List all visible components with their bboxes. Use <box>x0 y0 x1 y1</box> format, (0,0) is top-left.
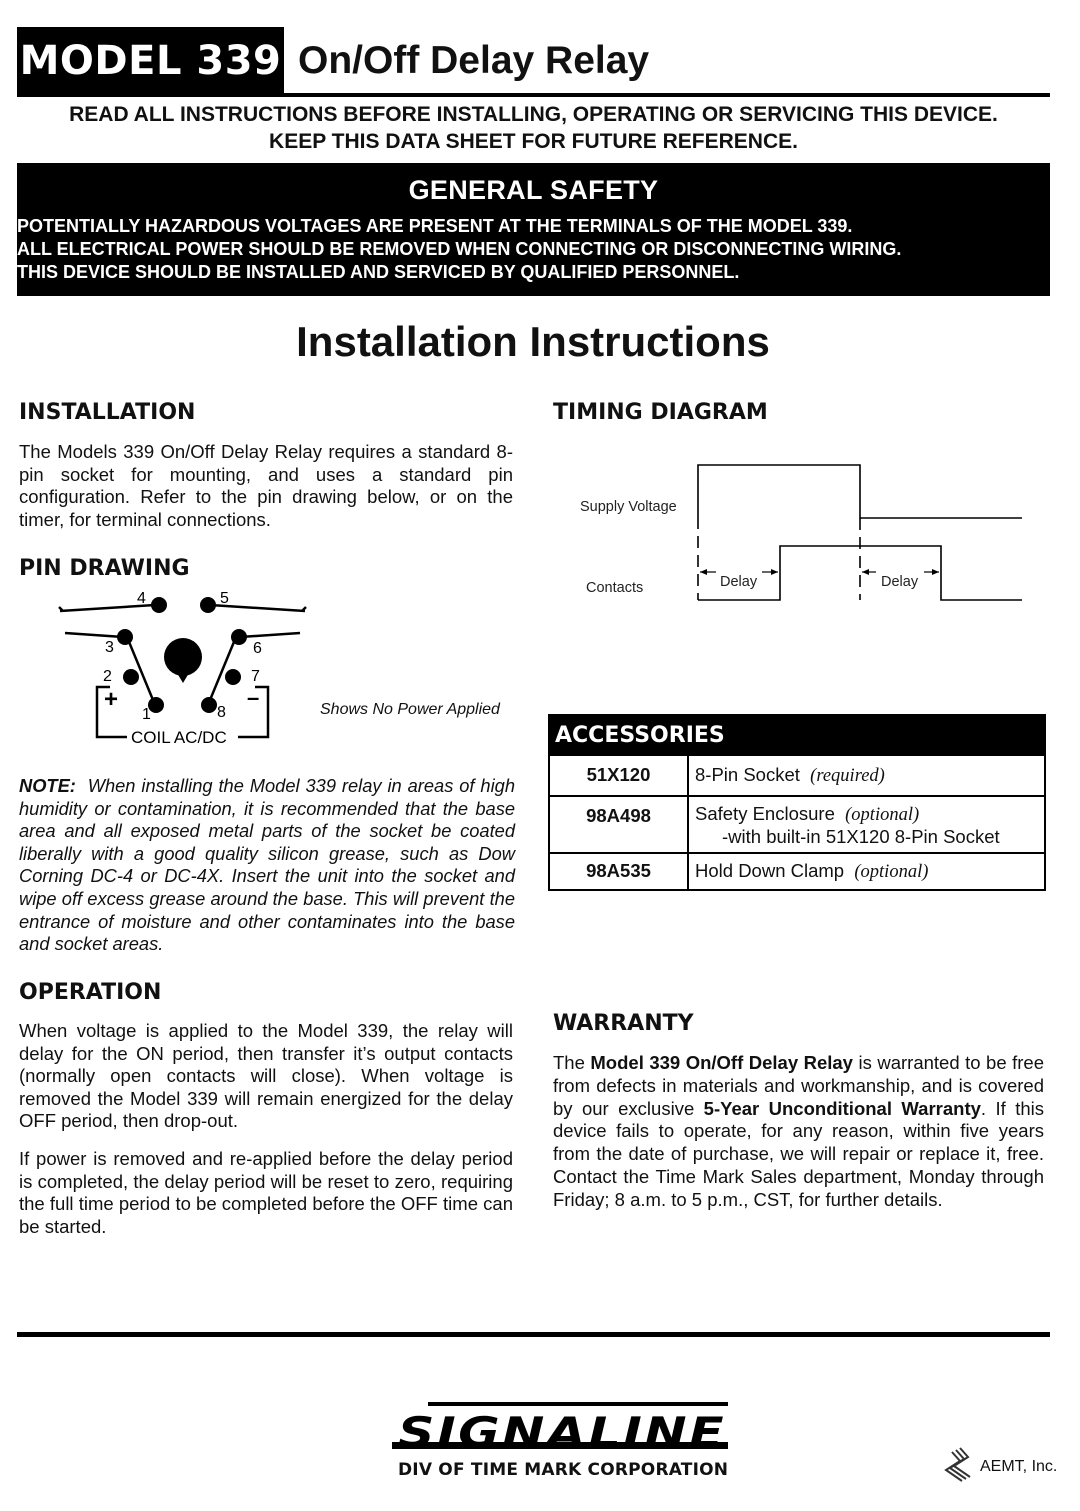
model-number-box: MODEL 339 <box>17 27 284 96</box>
pin-label-4: 4 <box>137 590 146 607</box>
warranty-product-name: Model 339 On/Off Delay Relay <box>590 1052 853 1073</box>
pin-label-1: 1 <box>142 706 151 723</box>
pin-label-8: 8 <box>217 704 226 721</box>
pin-6-dot <box>231 629 247 645</box>
delay1-arrowhead-left <box>700 569 707 575</box>
accessory-name: 8-Pin Socket <box>695 764 800 785</box>
operation-paragraph-2: If power is removed and re-applied before the delay period is completed, the delay period will be reset to zero, requiring the full time period to be completed before the OFF time can be started. <box>19 1148 513 1237</box>
general-safety-title: GENERAL SAFETY <box>408 175 659 205</box>
delay2-arrowhead-left <box>862 569 869 575</box>
accessory-code: 98A535 <box>550 854 689 889</box>
accessory-code: 98A498 <box>550 797 689 852</box>
pin-label-5: 5 <box>220 590 229 607</box>
operation-heading: OPERATION <box>19 980 162 1005</box>
warranty-text-1: The <box>553 1052 591 1073</box>
switch-arm-right <box>210 637 236 700</box>
pin-8-dot <box>201 697 217 713</box>
supply-voltage-waveform <box>698 465 1022 518</box>
note-paragraph <box>19 775 515 956</box>
plus-sign: + <box>104 686 119 713</box>
logo-subtitle: DIV OF TIME MARK CORPORATION <box>398 1460 729 1480</box>
center-key <box>164 638 202 676</box>
coil-label: COIL AC/DC <box>131 728 227 747</box>
pin-3-dot <box>117 629 133 645</box>
installation-text: The Models 339 On/Off Delay Relay requires a standard 8-pin socket for mounting, and uses a standard pin configuration. Refer to the pin drawing below, or on the timer, for terminal connections. <box>19 441 513 530</box>
contact-tip-right <box>302 607 306 611</box>
contact-line-6 <box>240 633 300 637</box>
pin-label-6: 6 <box>253 640 262 657</box>
delay1-arrowhead-right <box>771 569 778 575</box>
footer-rule <box>17 1332 1050 1337</box>
signaline-logo <box>388 1398 738 1458</box>
timing-diagram <box>560 455 1030 615</box>
warranty-text-3: . If this device fails to operate, for any reason, within five years from the date of purchase, we will repair or replace it, free. Contact the Time Mark Sales department, Monday through Friday; 8 a.m. to 5 p.m., CST, for further details. <box>553 1097 1044 1210</box>
logo-wordmark: SIGNALINE <box>398 1408 726 1457</box>
timing-diagram-heading: TIMING DIAGRAM <box>553 400 768 425</box>
accessory-description <box>695 756 885 795</box>
pin-4-dot <box>151 597 167 613</box>
table-row <box>550 852 1044 889</box>
pin-drawing-diagram <box>55 585 315 755</box>
accessories-header <box>550 716 1044 756</box>
note-label: NOTE: <box>19 775 76 796</box>
accessory-name: Safety Enclosure <box>695 803 835 824</box>
read-instructions-warning: READ ALL INSTRUCTIONS BEFORE INSTALLING, OPERATING OR SERVICING THIS DEVICE. <box>69 103 998 126</box>
minus-sign: – <box>247 685 260 710</box>
accessory-code: 51X120 <box>550 756 689 795</box>
table-row <box>550 795 1044 852</box>
accessories-table <box>548 714 1046 891</box>
delay-label-2: Delay <box>881 574 919 590</box>
accessory-requirement: (optional) <box>845 805 920 825</box>
pin-7-dot <box>225 669 241 685</box>
aemt-company-name: AEMT, Inc. <box>980 1458 1058 1475</box>
supply-voltage-label: Supply Voltage <box>580 499 677 515</box>
accessory-requirement: (optional) <box>854 862 929 882</box>
safety-line-3: THIS DEVICE SHOULD BE INSTALLED AND SERVICED BY QUALIFIED PERSONNEL. <box>17 262 740 282</box>
delay-label-1: Delay <box>720 574 758 590</box>
delay2-arrowhead-right <box>932 569 939 575</box>
pin-2-dot <box>123 669 139 685</box>
accessories-title: ACCESSORIES <box>555 723 725 748</box>
pin-label-2: 2 <box>103 668 112 685</box>
installation-heading: INSTALLATION <box>19 400 196 425</box>
warranty-heading: WARRANTY <box>553 1011 694 1036</box>
keep-datasheet-warning: KEEP THIS DATA SHEET FOR FUTURE REFERENCE. <box>269 130 798 153</box>
logo-overline <box>428 1402 728 1406</box>
safety-line-2: ALL ELECTRICAL POWER SHOULD BE REMOVED WHEN CONNECTING OR DISCONNECTING WIRING. <box>17 239 902 259</box>
pin-drawing-caption: Shows No Power Applied <box>320 701 500 718</box>
center-key-notch <box>177 673 189 683</box>
safety-line-1: POTENTIALLY HAZARDOUS VOLTAGES ARE PRESENT AT THE TERMINALS OF THE MODEL 339. <box>17 216 853 236</box>
contact-tip-left <box>59 607 63 611</box>
accessory-description <box>695 854 928 889</box>
contacts-label: Contacts <box>586 580 644 596</box>
header-rule <box>17 93 1050 97</box>
warranty-text-2: is warranted to be free from defects in materials and workmanship, and is covered by our exclusive <box>553 1052 1044 1119</box>
pin-drawing-heading: PIN DRAWING <box>19 556 190 581</box>
switch-arm-left <box>127 637 153 700</box>
table-row <box>550 754 1044 795</box>
warranty-term: 5-Year Unconditional Warranty <box>703 1097 981 1119</box>
accessory-name: Hold Down Clamp <box>695 860 845 881</box>
pin-label-3: 3 <box>105 639 114 656</box>
contact-line-3 <box>65 633 123 637</box>
accessory-description <box>695 803 1000 848</box>
note-body: When installing the Model 339 relay in areas of high humidity or contamination, it is recommended that the base area and all exposed metal parts of the socket be coated liberally with a good quality silicon grease, such as Dow Corning DC-4 or DC-4X. Insert the unit into the socket and wipe off excess grease around the base. This will prevent the entrance of moisture and other contaminates into the base and socket areas. <box>19 775 515 955</box>
document-title: On/Off Delay Relay <box>298 39 650 82</box>
installation-instructions-title: Installation Instructions <box>296 318 770 365</box>
operation-paragraph-1: When voltage is applied to the Model 339, the relay will delay for the ON period, then transfer it’s output contacts (normally open contacts will close). When voltage is removed the Model 339 will remain energized for the delay OFF period, then drop-out. <box>19 1020 513 1132</box>
contacts-waveform <box>698 546 1022 600</box>
aemt-logo-icon <box>944 1446 974 1484</box>
pin-5-dot <box>200 597 216 613</box>
warranty-paragraph <box>553 1052 1044 1212</box>
accessory-detail: -with built-in 51X120 8-Pin Socket <box>722 826 1000 847</box>
accessory-requirement: (required) <box>810 766 885 786</box>
pin-label-7: 7 <box>251 668 260 685</box>
